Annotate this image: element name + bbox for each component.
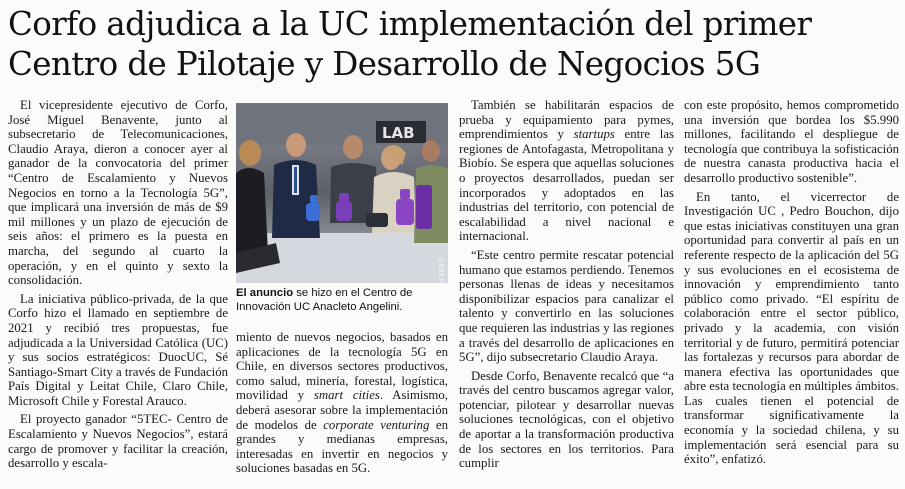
paragraph: con este propósito, hemos comprometido una inversión que bordea los $5.990 millones, facilitando el despliegue de tecnología que contribuya la sofisticación de nuestra canasta productiva hacia el desarrollo productivo sostenible”. (684, 98, 899, 185)
caption-bold: El anuncio (236, 287, 294, 299)
paragraph: Desde Corfo, Benavente recalcó que “a través del centro buscamos agregar valor, potenciar, pilotear y desarrollar nuevas soluciones tecnológicas, con el objetivo de aportar a la transformación productiva de los sectores en los territorios. Para cumplir (459, 368, 674, 471)
text-run: . Asimismo, deberá asesorar sobre la implementación de modelos de (236, 388, 448, 432)
paragraph: En tanto, el vicerrector de Investigación UC , Pedro Bouchon, dijo que estas iniciativas constituyen una gran oportunidad para convertir al país en un referente respecto de la aplicación del 5G y sus evoluciones en el ecosistema de innovación y emprendimiento tanto público como privado. “El espíritu de colaboración entre el sector público, privado y la academia, con visión territorial y de futuro, permitirá potenciar las fortalezas y recursos para abordar de manera efectiva las oportunidades que abre esta tecnología en múltiples ámbitos. Las cuales tienen el potencial de transformar significativamente la economía y la sociedad chilena, y su implementación será esencial para su éxito”, enfatizó. (684, 189, 899, 467)
news-photo (236, 103, 448, 283)
headline: Corfo adjudica a la UC implementación del primer Centro de Pilotaje y Desarrollo de Negocios 5G (8, 5, 812, 83)
text-run: en grandes y medianas empresas, interesadas en invertir en negocios y soluciones basadas en 5G. (236, 417, 448, 476)
text-run-italic: corporate venturing (323, 417, 430, 432)
text-run: miento de nuevos negocios, basados en aplicaciones de la tecnología 5G en Chile, en diversos sectores productivos, como salud, minería, forestal, logística, movilidad y (236, 330, 448, 403)
paragraph (236, 330, 448, 476)
lab-sign-text: LAB (382, 124, 415, 142)
paragraph: El proyecto ganador “5TEC- Centro de Escalamiento y Nuevos Negocios”, estará cargo de promover y facilitar la creación, desarrollo y escala- (8, 412, 228, 471)
paragraph: La iniciativa público-privada, de la que Corfo hizo el llamado en septiembre de 2021 y recibió tres propuestas, fue adjudicada a la Universidad Católica (UC) y sus socios estratégicos: DuocUC, Sé Santiago-Smart City a través de Fundación País Digital y Leitat Chile, Claro Chile, Microsoft Chile y Forestal Arauco. (8, 291, 228, 408)
article-column-3 (459, 98, 674, 471)
text-run-italic: startups (573, 127, 615, 142)
text-run-italic: smart cities (313, 388, 380, 403)
text-run: También se habilitarán espacios de prueba y equipamiento para pymes, emprendimientos y (459, 98, 674, 142)
paragraph (459, 98, 674, 244)
paragraph: “Este centro permite rescatar potencial humano que estamos perdiendo. Tenemos personas llenas de ideas y necesitamos disponibilizar espacios para canalizar el talento y convertirlo en las soluciones que requieren las industrias y las regiones a través del desarrollo de aplicaciones en 5G”, dijo subsecretario Claudio Araya. (459, 247, 674, 365)
caption-text: se hizo en el Centro de Innovación UC Anacleto Angelini. (236, 287, 413, 313)
photo-credit: DEREP (437, 258, 443, 284)
article-column-1 (8, 98, 228, 471)
article-column-2 (236, 330, 448, 476)
paragraph: El vicepresidente ejecutivo de Corfo, José Miguel Benavente, junto al subsecretario de Telecomunicaciones, Claudio Araya, dieron a conocer ayer al ganador de la convocatoria del primer “Centro de Escalamiento y Nuevos Negocios en torno a la Tecnología 5G”, que implicará una inversión de más de $9 mil millones y un plazo de ejecución de seis años: el primero es la puesta en marcha, del segundo al cuarto la operación, y en el quinto y sexto la consolidación. (8, 98, 228, 288)
photo-caption (236, 286, 448, 314)
article-column-4 (684, 98, 899, 467)
text-run: entre las regiones de Antofagasta, Metropolitana y Biobío. Se espera que aquellas soluciones o proyectos desarrollados, puedan ser incorporados y adoptados en las industrias del territorio, con potencial de escalabilidad a nivel nacional e internacional. (459, 127, 674, 244)
